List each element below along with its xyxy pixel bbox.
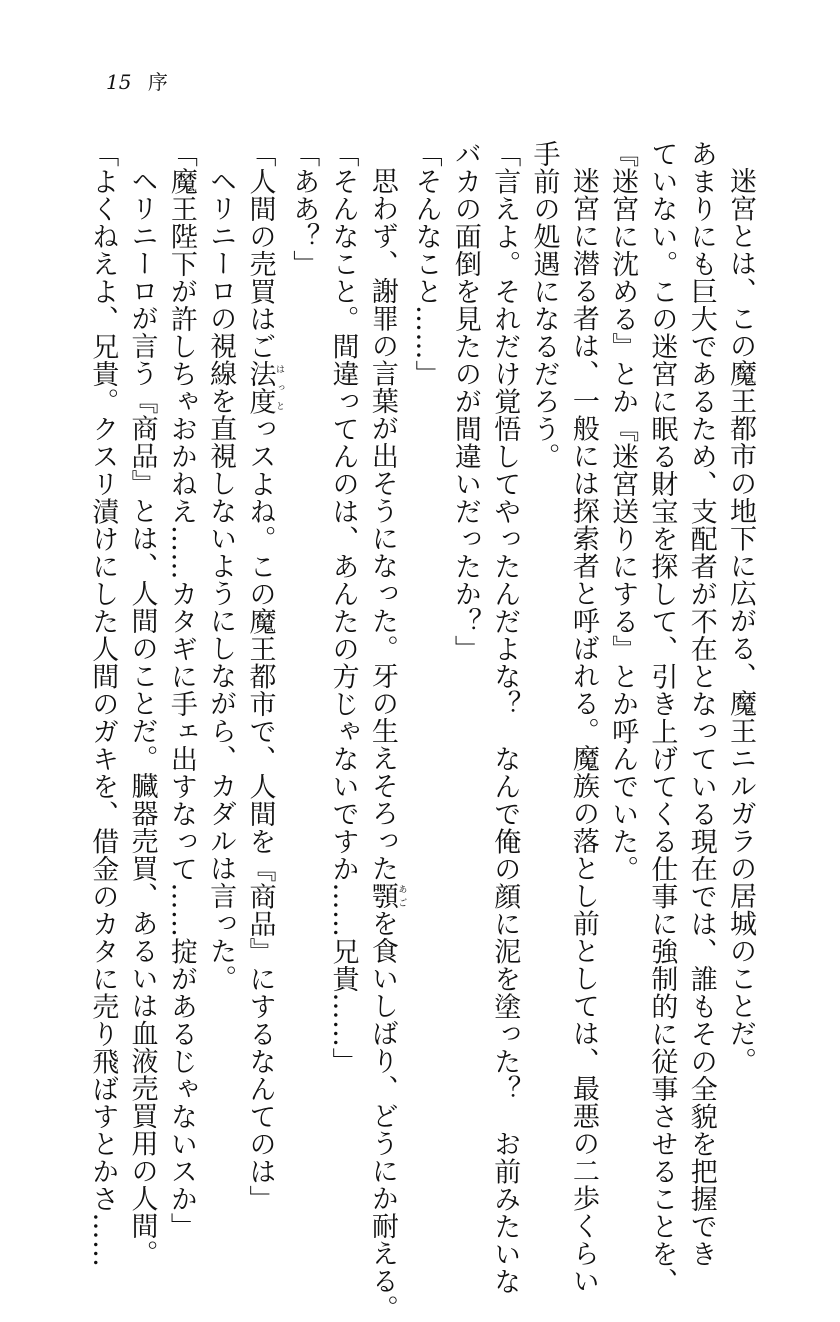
text-line: 「魔王陛下が許しちゃおかねえ……カタギに手ェ出すなって……掟があるじゃないスか」 — [165, 140, 197, 1240]
page-number: 15 — [106, 70, 132, 94]
text-line: 迷宮とは、この魔王都市の地下に広がる、魔王ニルガラの居城のことだ。 — [725, 167, 756, 1075]
text-line: 「そんなこと……」 — [410, 140, 442, 388]
text-line-with-ruby: 思わず、謝罪の言葉が出そうになった。牙の生えそろった顎あごを食いしばり、どうにか耐える。 — [366, 167, 407, 1322]
text-line: 「言えよ。それだけ覚悟してやったんだよな？ なんで俺の顔に泥を塗った？ お前みたいな — [489, 140, 521, 1295]
furigana-word — [244, 360, 284, 415]
text-line: 迷宮に潜る者は、一般には探索者と呼ばれる。魔族の落とし前としては、最悪の二歩くらい — [567, 167, 599, 1295]
text-line: 「ああ？」 — [288, 140, 320, 278]
text-line: ヘリニーロの視線を直視しないようにしながら、カダルは言った。 — [205, 167, 237, 992]
furigana-reading: はっと — [273, 360, 284, 415]
text-line: 『迷宮に沈める』とか『迷宮送りにする』とか呼んでいた。 — [607, 140, 639, 883]
furigana-reading: あご — [396, 882, 407, 910]
vertical-text-block — [83, 140, 760, 1322]
running-header — [106, 70, 168, 94]
furigana-base: 顎 — [366, 882, 398, 910]
chapter-title: 序 — [147, 70, 168, 94]
text-line: ヘリニーロが言う『商品』とは、人間のことだ。臓器売買、あるいは血液売買用の人間。 — [126, 167, 158, 1267]
text-line: バカの面倒を見たのが間違いだったか？」 — [449, 140, 481, 663]
text-line: あまりにも巨大であるため、支配者が不在となっている現在では、誰もその全貌を把握でき — [685, 140, 717, 1268]
text-line: ていない。この迷宮に眠る財宝を探して、引き上げてくる仕事に強制的に従事させることを、 — [646, 140, 678, 1295]
text-line: 「よくねえよ、兄貴。クスリ漬けにした人間のガキを、借金のカタに売り飛ばすとかさ…… — [87, 140, 119, 1268]
text-line: 手前の処遇になるだろう。 — [528, 140, 560, 470]
furigana-base: 法度 — [244, 360, 276, 415]
text-line-with-ruby: 「人間の売買はご法度はっとっスよね。この魔王都市で、人間を『商品』にするなんてのは」 — [244, 140, 284, 1213]
text-line: 「そんなこと。間違ってんのは、あんたの方じゃないですか……兄貴……」 — [327, 140, 359, 1075]
furigana-word — [366, 882, 407, 910]
